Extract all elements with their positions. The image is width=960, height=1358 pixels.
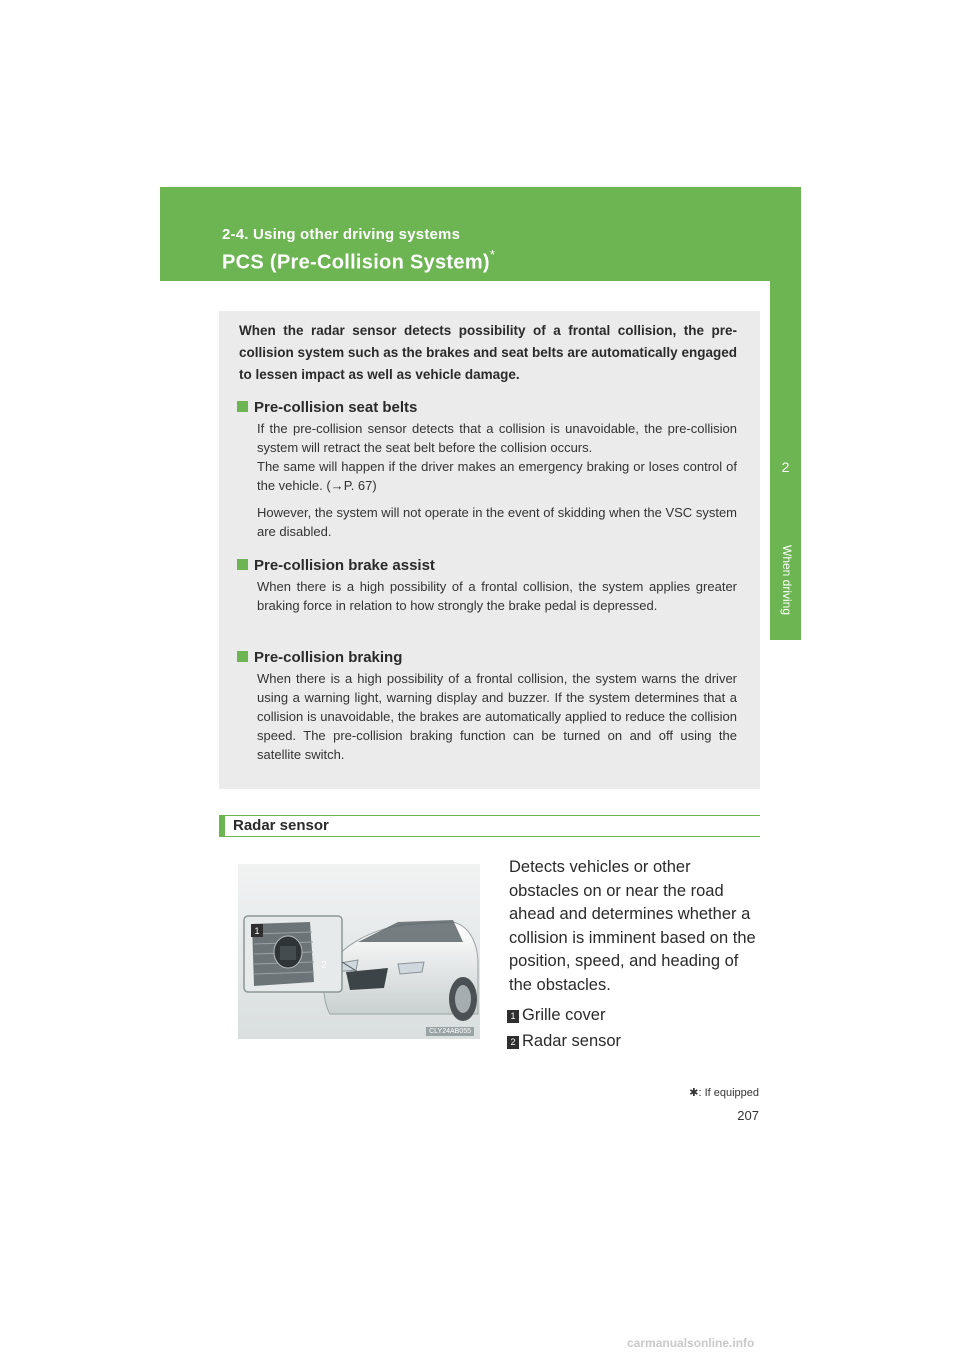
chapter-number: 2 bbox=[781, 459, 790, 475]
car-front-illustration bbox=[238, 864, 480, 1039]
intro-box bbox=[219, 311, 760, 789]
chapter-name: When driving bbox=[780, 545, 794, 616]
subsection-heading-text: Pre-collision brake assist bbox=[254, 557, 435, 574]
page-title bbox=[222, 249, 495, 275]
callout-legend-item bbox=[507, 1006, 757, 1025]
square-bullet-icon bbox=[237, 651, 248, 662]
radar-sensor-section-bar bbox=[219, 815, 760, 837]
paragraph: If the pre-collision sensor detects that a collision is unavoidable, the pre-collision system will retract the seat belt before the collision occurs. bbox=[257, 421, 737, 455]
watermark: carmanualsonline.info bbox=[627, 1336, 755, 1350]
callout-number-badge: 1 bbox=[507, 1010, 519, 1023]
subsection-heading bbox=[237, 397, 737, 419]
square-bullet-icon bbox=[237, 401, 248, 412]
radar-description: Detects vehicles or other obstacles on or near the road ahead and determines whether a collision is imminent based on the position, speed, and heading of the obstacles. bbox=[509, 858, 756, 994]
page-title-text: PCS (Pre-Collision System) bbox=[222, 251, 490, 274]
section-title: Radar sensor bbox=[233, 817, 329, 834]
section-label: 2-4. Using other driving systems bbox=[222, 226, 461, 243]
callout-number-badge: 2 bbox=[507, 1036, 519, 1049]
callout-label: Grille cover bbox=[522, 1006, 606, 1024]
square-bullet-icon bbox=[237, 559, 248, 570]
paragraph: The same will happen if the driver makes an emergency braking or loses control of the vehicle. (→P. 67) bbox=[257, 459, 737, 493]
subsection-body bbox=[257, 669, 737, 764]
paragraph: When there is a high possibility of a frontal collision, the system applies greater braking force in relation to how strongly the brake pedal is depressed. bbox=[257, 579, 737, 613]
subsection-body bbox=[257, 419, 737, 541]
subsection-heading-text: Pre-collision seat belts bbox=[254, 399, 418, 416]
subsection-braking bbox=[237, 647, 737, 764]
callout-legend-item bbox=[507, 1032, 757, 1051]
svg-text:2: 2 bbox=[321, 960, 327, 971]
subsection-brake-assist bbox=[237, 555, 737, 615]
subsection-heading bbox=[237, 647, 737, 669]
chapter-side-tab[interactable] bbox=[770, 267, 801, 640]
title-footnote-mark: * bbox=[489, 247, 496, 262]
svg-text:1: 1 bbox=[254, 926, 260, 936]
paragraph: However, the system will not operate in the event of skidding when the VSC system are disabled. bbox=[257, 505, 737, 539]
subsection-body bbox=[257, 577, 737, 615]
subsection-heading-text: Pre-collision braking bbox=[254, 649, 403, 666]
figure-code: CLY24AB055 bbox=[426, 1027, 474, 1036]
paragraph: When there is a high possibility of a frontal collision, the system warns the driver using a warning light, warning display and buzzer. If the system determines that a collision is unavoidable, the brakes are automatically applied to reduce the collision speed. The pre-collision braking function can be turned on and off using the satellite switch. bbox=[257, 671, 737, 762]
intro-text: When the radar sensor detects possibility of a frontal collision, the pre-collision system such as the brakes and seat belts are automatically engaged to lessen impact as well as vehicle damage. bbox=[239, 323, 737, 382]
subsection-seat-belts bbox=[237, 397, 737, 541]
page-number: 207 bbox=[737, 1108, 759, 1123]
section-accent bbox=[219, 815, 225, 837]
page-header bbox=[160, 187, 801, 281]
callout-label: Radar sensor bbox=[522, 1032, 622, 1050]
footnote: ✱: If equipped bbox=[689, 1087, 759, 1099]
subsection-heading bbox=[237, 555, 737, 577]
radar-sensor-figure bbox=[238, 864, 480, 1039]
